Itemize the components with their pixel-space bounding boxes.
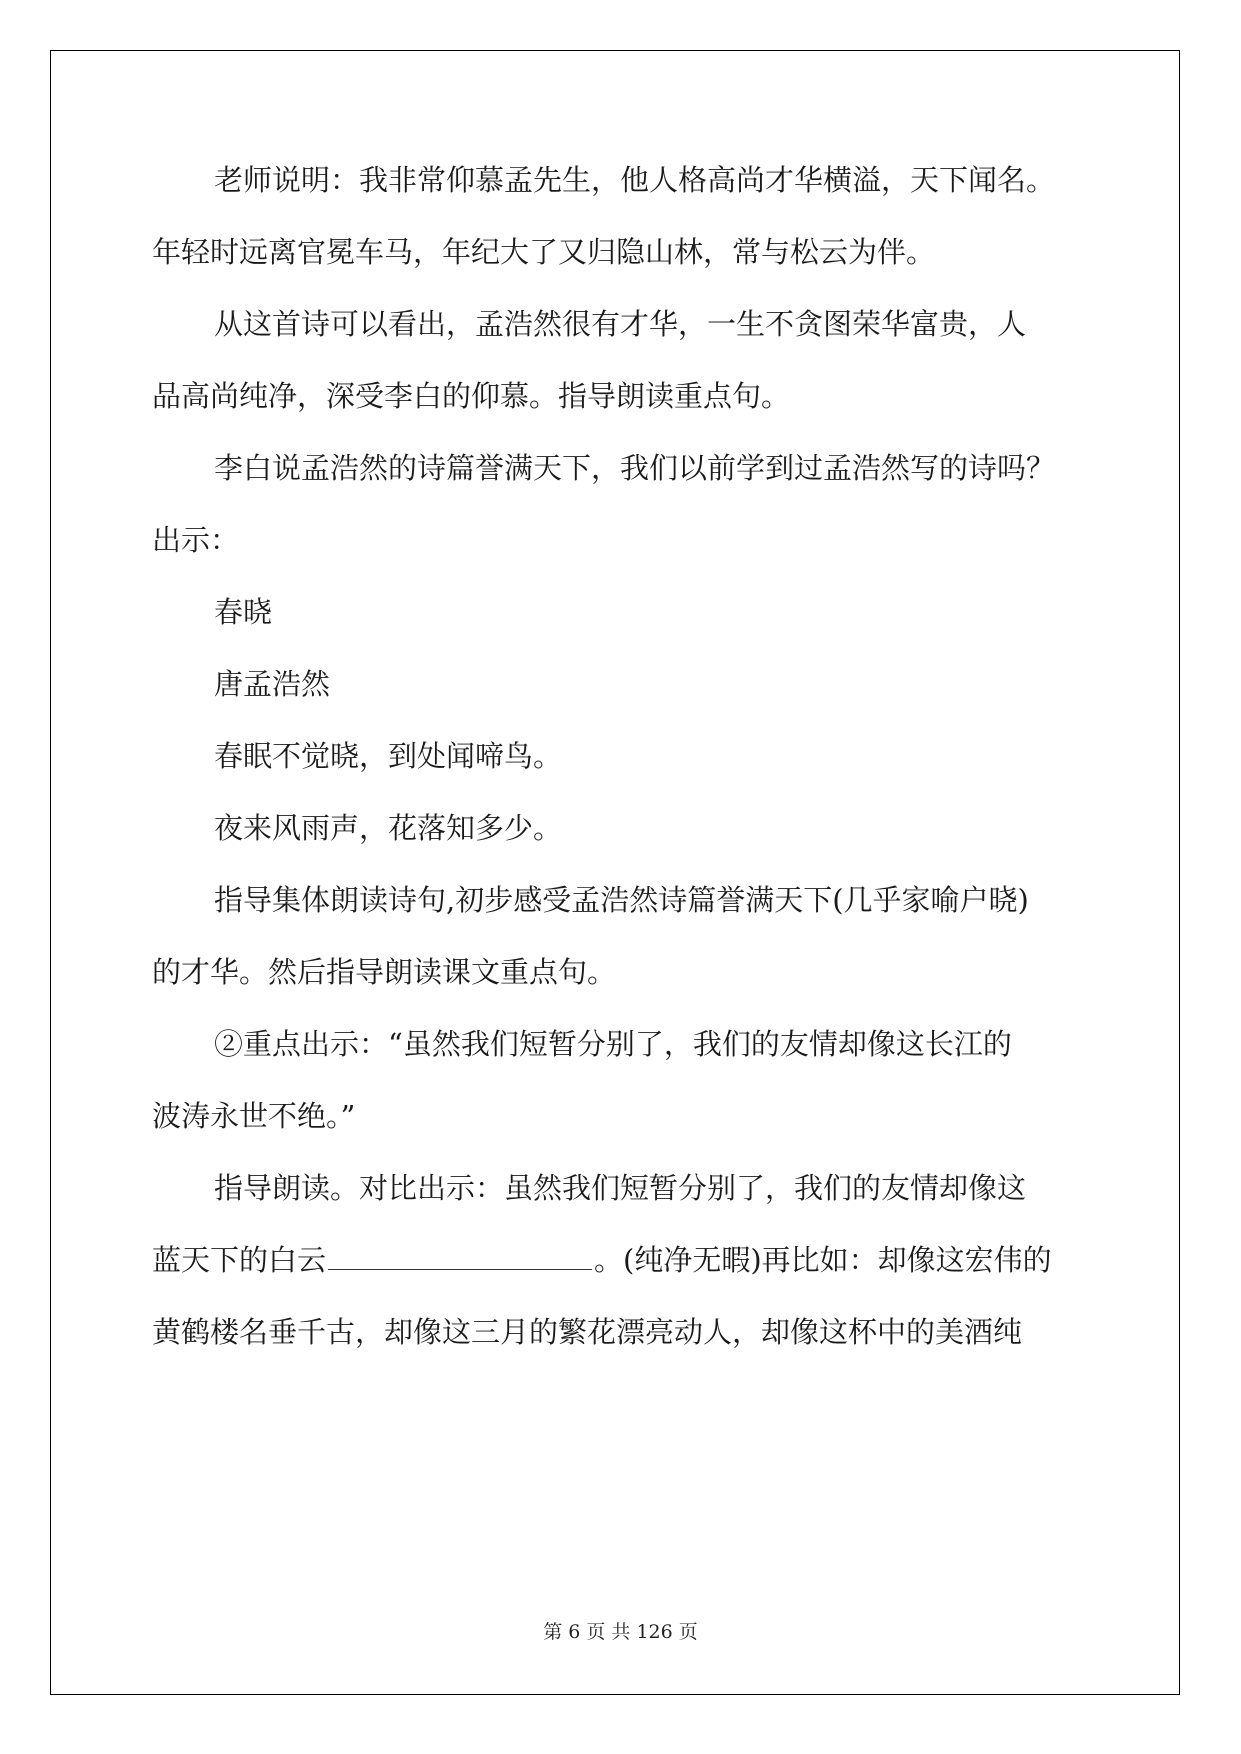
text-line: 指导集体朗读诗句,初步感受孟浩然诗篇誉满天下(几乎家喻户晓) <box>214 883 1029 917</box>
page-border <box>50 50 1180 1695</box>
page-footer: 第 6 页 共 126 页 <box>543 1621 698 1643</box>
fill-in-before: 蓝天下的白云 <box>152 1243 327 1277</box>
text-line: 出示： <box>152 523 240 557</box>
fill-in-line <box>152 1240 1052 1280</box>
text-line: 黄鹤楼名垂千古，却像这三月的繁花漂亮动人，却像这杯中的美酒纯 <box>152 1315 1023 1349</box>
fill-in-blank <box>328 1245 592 1270</box>
text-line: 指导朗读。对比出示：虽然我们短暂分别了，我们的友情却像这 <box>214 1171 1027 1205</box>
text-line: 从这首诗可以看出，孟浩然很有才华，一生不贪图荣华富贵，人 <box>214 307 1027 341</box>
text-line: 年轻时远离官冕车马，年纪大了又归隐山林，常与松云为伴。 <box>152 235 936 269</box>
text-line: 老师说明：我非常仰慕孟先生，他人格高尚才华横溢，天下闻名。 <box>214 163 1056 197</box>
poem-line: 夜来风雨声，花落知多少。 <box>214 811 563 845</box>
poem-line: 春眠不觉晓，到处闻啼鸟。 <box>214 739 563 773</box>
text-line: ②重点出示：“虽然我们短暂分别了，我们的友情却像这长江的 <box>214 1027 1012 1061</box>
poem-title: 春晓 <box>214 595 273 629</box>
fill-in-after: 。(纯净无暇)再比如：却像这宏伟的 <box>594 1243 1052 1277</box>
text-line: 品高尚纯净，深受李白的仰慕。指导朗读重点句。 <box>152 379 791 413</box>
text-line: 波涛永世不绝。” <box>152 1099 356 1133</box>
poem-author: 唐孟浩然 <box>214 667 331 701</box>
text-line: 李白说孟浩然的诗篇誉满天下，我们以前学到过孟浩然写的诗吗？ <box>214 451 1056 485</box>
text-line: 的才华。然后指导朗读课文重点句。 <box>152 955 617 989</box>
